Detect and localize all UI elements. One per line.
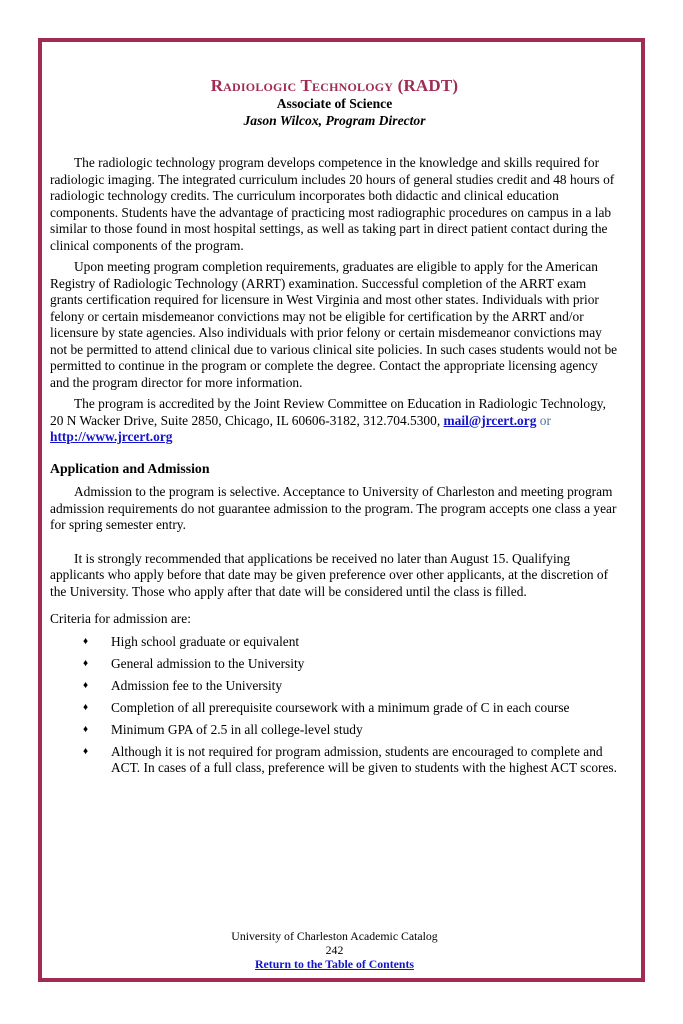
degree-subtitle: Associate of Science — [276, 96, 393, 111]
list-item-text: High school graduate or equivalent — [111, 633, 300, 649]
paragraph-accreditation — [50, 396, 619, 446]
paragraph-arrt-certification: Upon meeting program completion requirements, graduates are eligible to apply for the American Registry of Radiologic Technology (ARRT) examination. Successful completion of the ARRT exam grants certification required for licensure in West Virginia and most other states. Individuals with prior felony or certain misdemeanor convictions may not be eligible for certification by the ARRT and/or licensure by state agencies. Also individuals with prior felony or certain misdemeanor convictions may not be permitted to attend clinical due to various clinical site policies. In such cases students would not be permitted to continue in the program or complete the degree. Contact the appropriate licensing agency and the program director for more information. — [50, 259, 618, 390]
jrcert-website-link[interactable]: http://www.jrcert.org — [50, 429, 173, 444]
list-item-text: Minimum GPA of 2.5 in all college-level study — [111, 721, 363, 737]
footer-page-number: 242 — [325, 943, 344, 957]
bullet-icon: ♦ — [83, 724, 89, 735]
page-content — [42, 42, 641, 978]
list-item-text: Although it is not required for program admission, students are encouraged to complete and ACT. In cases of a full class, preference will be given to students with the highest ACT scores. — [111, 743, 617, 775]
document-header — [50, 76, 619, 129]
criteria-label: Criteria for admission are: — [50, 611, 191, 626]
return-to-toc-link[interactable]: Return to the Table of Contents — [255, 957, 414, 971]
list-item-text: Completion of all prerequisite coursework with a minimum grade of C in each course — [111, 699, 570, 715]
page-footer — [50, 929, 619, 972]
accreditation-text: The program is accredited by the Joint Review Committee on Education in Radiologic Technology, 20 N Wacker Drive, Suite 2850, Chicago, IL 60606-3182, 312.704.5300, — [50, 396, 606, 428]
page-border-frame — [38, 38, 645, 982]
bullet-icon: ♦ — [83, 636, 89, 647]
program-director-line: Jason Wilcox, Program Director — [243, 113, 426, 128]
list-item — [50, 700, 619, 717]
list-item-text: General admission to the University — [111, 655, 305, 671]
bullet-icon: ♦ — [83, 658, 89, 669]
criteria-list — [50, 634, 619, 783]
list-item-text: Admission fee to the University — [111, 677, 283, 693]
list-item — [50, 744, 619, 777]
paragraph-admission-selective: Admission to the program is selective. Acceptance to University of Charleston and meeting program admission requirements do not guarantee admission to the program. The program accepts one class a year for spring semester entry. — [50, 484, 617, 532]
list-item — [50, 656, 619, 673]
or-text: or — [536, 412, 551, 428]
jrcert-email-link[interactable]: mail@jrcert.org — [443, 412, 537, 428]
bullet-icon: ♦ — [83, 680, 89, 691]
footer-catalog-line: University of Charleston Academic Catalog — [231, 929, 438, 943]
list-item — [50, 634, 619, 651]
bullet-icon: ♦ — [83, 746, 89, 757]
list-item — [50, 678, 619, 695]
list-item — [50, 722, 619, 739]
paragraph-application-deadline: It is strongly recommended that applications be received no later than August 15. Qualifying applicants who apply before that date may be given preference over other applicants, at the discretion of the University. Those who apply after that date will be considered until the class is filled. — [50, 550, 609, 599]
heading-application-admission: Application and Admission — [50, 460, 210, 476]
page-title: Radiologic Technology (RADT) — [210, 76, 459, 95]
bullet-icon: ♦ — [83, 702, 89, 713]
paragraph-program-overview: The radiologic technology program develops competence in the knowledge and skills required for radiologic imaging. The integrated curriculum includes 20 hours of general studies credit and 48 hours of radiologic technology credits. The curriculum incorporates both didactic and clinical education components. Students have the advantage of practicing most radiographic procedures on campus in a lab similar to those found in most hospital settings, as well as taking part in direct patient contact during the clinical components of the program. — [50, 155, 615, 253]
